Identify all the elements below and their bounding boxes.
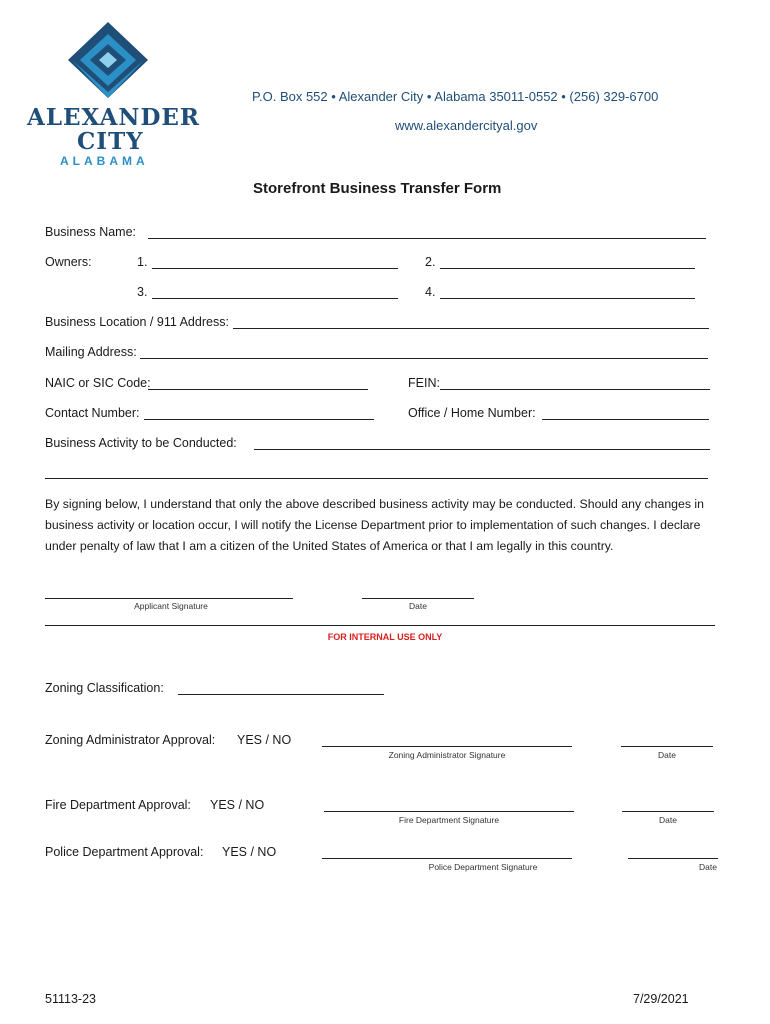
fein-label: FEIN: xyxy=(408,376,440,390)
internal-use-heading: FOR INTERNAL USE ONLY xyxy=(327,632,443,642)
declaration-statement: By signing below, I understand that only the above described business activity may be conducted. Should any changes in business activity or location occur, I will notify the License Department prior to implementation of such changes. I declare under penalty of law that I am a citizen of the United States of America or that I am legally in this country. xyxy=(45,497,704,553)
business-activity-field-2[interactable] xyxy=(45,478,708,479)
business-activity-field[interactable] xyxy=(254,449,710,450)
owner-1-label: 1. xyxy=(137,255,148,269)
owner-3-label: 3. xyxy=(137,285,148,299)
zoning-admin-signature-field[interactable] xyxy=(322,746,572,747)
owner-3-field[interactable] xyxy=(152,298,398,299)
zoning-admin-approval-label: Zoning Administrator Approval: xyxy=(45,733,216,747)
fein-field[interactable] xyxy=(440,389,710,390)
police-signature-caption: Police Department Signature xyxy=(428,862,538,872)
owner-2-field[interactable] xyxy=(440,268,695,269)
business-location-field[interactable] xyxy=(233,328,709,329)
applicant-signature-caption: Applicant Signature xyxy=(134,601,208,611)
form-number: 51113-23 xyxy=(45,992,96,1006)
business-name-field[interactable] xyxy=(148,238,706,239)
police-signature-field[interactable] xyxy=(322,858,572,859)
police-date-caption: Date xyxy=(699,862,717,872)
fire-date-caption: Date xyxy=(659,815,677,825)
fire-signature-caption: Fire Department Signature xyxy=(398,815,500,825)
zoning-admin-date-field[interactable] xyxy=(621,746,713,747)
header-website[interactable]: www.alexandercityal.gov xyxy=(395,118,538,133)
police-date-field[interactable] xyxy=(628,858,718,859)
office-home-number-label: Office / Home Number: xyxy=(408,406,536,420)
zoning-classification-field[interactable] xyxy=(178,694,384,695)
contact-number-label: Contact Number: xyxy=(45,406,140,420)
naic-sic-label: NAIC or SIC Code: xyxy=(45,376,151,390)
contact-number-field[interactable] xyxy=(144,419,374,420)
logo-word-alexander: ALEXANDER xyxy=(27,104,201,131)
logo-word-city: CITY xyxy=(77,128,144,155)
applicant-date-field[interactable] xyxy=(362,598,474,599)
fire-approval-label: Fire Department Approval: xyxy=(45,798,191,812)
section-divider xyxy=(45,625,715,626)
zoning-admin-signature-caption: Zoning Administrator Signature xyxy=(388,750,506,760)
fire-yes-no[interactable]: YES / NO xyxy=(210,798,265,812)
owner-4-field[interactable] xyxy=(440,298,695,299)
fire-signature-field[interactable] xyxy=(324,811,574,812)
owner-4-label: 4. xyxy=(425,285,436,299)
fire-date-field[interactable] xyxy=(622,811,714,812)
applicant-signature-field[interactable] xyxy=(45,598,293,599)
owners-label: Owners: xyxy=(45,255,92,269)
diamond-emblem-icon xyxy=(62,20,154,100)
mailing-address-field[interactable] xyxy=(140,358,708,359)
police-approval-label: Police Department Approval: xyxy=(45,845,204,859)
form-title: Storefront Business Transfer Form xyxy=(253,180,502,197)
owner-1-field[interactable] xyxy=(152,268,398,269)
office-home-number-field[interactable] xyxy=(542,419,709,420)
mailing-address-label: Mailing Address: xyxy=(45,345,137,359)
header-address: P.O. Box 552 • Alexander City • Alabama 35011-0552 • (256) 329-6700 xyxy=(252,89,659,104)
naic-sic-field[interactable] xyxy=(148,389,368,390)
business-location-label: Business Location / 911 Address: xyxy=(45,315,229,329)
police-yes-no[interactable]: YES / NO xyxy=(222,845,277,859)
logo-word-alabama: ALABAMA xyxy=(60,154,149,168)
business-activity-label: Business Activity to be Conducted: xyxy=(45,436,237,450)
zoning-admin-yes-no[interactable]: YES / NO xyxy=(237,733,292,747)
owner-2-label: 2. xyxy=(425,255,436,269)
zoning-classification-label: Zoning Classification: xyxy=(45,681,164,695)
city-logo xyxy=(25,20,201,170)
business-name-label: Business Name: xyxy=(45,225,137,239)
form-revision-date: 7/29/2021 xyxy=(633,992,689,1006)
zoning-admin-date-caption: Date xyxy=(658,750,676,760)
applicant-date-caption: Date xyxy=(409,601,427,611)
